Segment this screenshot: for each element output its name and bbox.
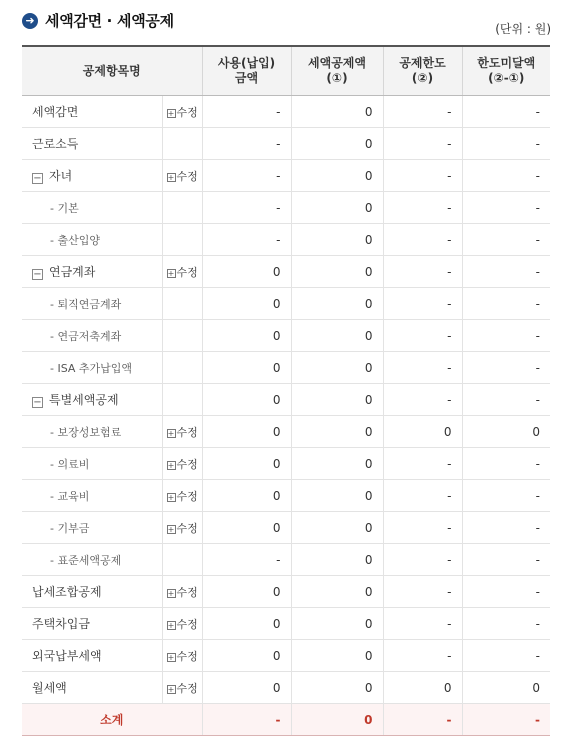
header-credit-amount bbox=[291, 46, 383, 96]
row-action-cell bbox=[162, 448, 202, 480]
limit-cell: - bbox=[383, 256, 462, 288]
row-label: - 표준세액공제 bbox=[50, 553, 122, 567]
row-label-cell bbox=[22, 672, 162, 704]
used-amount-cell: 0 bbox=[202, 512, 291, 544]
row-action-cell bbox=[162, 192, 202, 224]
row-action-cell bbox=[162, 608, 202, 640]
credit-amount-cell: 0 bbox=[291, 224, 383, 256]
row-label: - 퇴직연금계좌 bbox=[50, 297, 122, 311]
plus-box-icon: + bbox=[167, 268, 175, 278]
row-action-cell bbox=[162, 640, 202, 672]
edit-button[interactable] bbox=[167, 458, 198, 471]
limit-cell: 0 bbox=[383, 416, 462, 448]
edit-button[interactable] bbox=[167, 522, 198, 535]
row-action-cell bbox=[162, 576, 202, 608]
used-amount-cell: 0 bbox=[202, 608, 291, 640]
shortfall-cell: - bbox=[462, 576, 550, 608]
table-row bbox=[22, 512, 550, 544]
shortfall-cell: - bbox=[462, 352, 550, 384]
header-limit-line1: 공제한도 bbox=[399, 56, 446, 70]
credit-amount-cell: 0 bbox=[291, 576, 383, 608]
row-action-cell bbox=[162, 480, 202, 512]
row-action-cell bbox=[162, 256, 202, 288]
row-label-cell bbox=[22, 96, 162, 128]
row-label-cell bbox=[22, 320, 162, 352]
row-label: - ISA 추가납입액 bbox=[50, 361, 133, 375]
plus-box-icon: + bbox=[167, 172, 175, 182]
limit-cell: - bbox=[383, 352, 462, 384]
edit-button[interactable] bbox=[167, 650, 198, 663]
limit-cell: - bbox=[383, 608, 462, 640]
row-label: 특별세액공제 bbox=[49, 393, 119, 407]
row-label-cell bbox=[22, 384, 162, 416]
table-header-row bbox=[22, 46, 550, 96]
table-row bbox=[22, 96, 550, 128]
table-row bbox=[22, 544, 550, 576]
header-item: 공제항목명 bbox=[22, 46, 202, 96]
shortfall-cell: - bbox=[462, 608, 550, 640]
row-label-cell bbox=[22, 448, 162, 480]
header-shortfall bbox=[462, 46, 550, 96]
row-action-cell bbox=[162, 416, 202, 448]
row-action-cell bbox=[162, 320, 202, 352]
plus-box-icon: + bbox=[167, 620, 175, 630]
arrow-right-icon: ➜ bbox=[22, 13, 38, 29]
table-row bbox=[22, 672, 550, 704]
table-row bbox=[22, 352, 550, 384]
edit-label: 수정 bbox=[176, 681, 198, 695]
header-limit-line2: (②) bbox=[411, 71, 434, 85]
row-action-cell bbox=[162, 224, 202, 256]
table-row bbox=[22, 448, 550, 480]
used-amount-cell: - bbox=[202, 544, 291, 576]
edit-button[interactable] bbox=[167, 106, 198, 119]
credit-amount-cell: 0 bbox=[291, 448, 383, 480]
plus-box-icon: + bbox=[167, 524, 175, 534]
table-row bbox=[22, 160, 550, 192]
limit-cell: - bbox=[383, 128, 462, 160]
credit-amount-cell: 0 bbox=[291, 288, 383, 320]
row-action-cell bbox=[162, 544, 202, 576]
limit-cell: - bbox=[383, 544, 462, 576]
edit-button[interactable] bbox=[167, 170, 198, 183]
shortfall-cell: - bbox=[462, 192, 550, 224]
row-label: - 연금저축계좌 bbox=[50, 329, 122, 343]
edit-label: 수정 bbox=[176, 649, 198, 663]
shortfall-cell: - bbox=[462, 128, 550, 160]
row-label: 연금계좌 bbox=[49, 265, 96, 279]
row-label-cell bbox=[22, 512, 162, 544]
credit-amount-cell: 0 bbox=[291, 512, 383, 544]
edit-button[interactable] bbox=[167, 490, 198, 503]
row-label-cell bbox=[22, 480, 162, 512]
total-limit: - bbox=[383, 704, 462, 736]
row-label: - 보장성보험료 bbox=[50, 425, 122, 439]
used-amount-cell: - bbox=[202, 96, 291, 128]
used-amount-cell: 0 bbox=[202, 384, 291, 416]
plus-box-icon: + bbox=[167, 428, 175, 438]
used-amount-cell: - bbox=[202, 192, 291, 224]
table-row bbox=[22, 416, 550, 448]
credit-amount-cell: 0 bbox=[291, 320, 383, 352]
shortfall-cell: - bbox=[462, 384, 550, 416]
header-used-amount bbox=[202, 46, 291, 96]
limit-cell: - bbox=[383, 160, 462, 192]
total-credit: 0 bbox=[291, 704, 383, 736]
limit-cell: - bbox=[383, 320, 462, 352]
table-row bbox=[22, 576, 550, 608]
table-row bbox=[22, 384, 550, 416]
header-shortfall-line2: (②-①) bbox=[488, 71, 525, 85]
plus-box-icon: + bbox=[167, 652, 175, 662]
credit-amount-cell: 0 bbox=[291, 128, 383, 160]
credit-amount-cell: 0 bbox=[291, 672, 383, 704]
shortfall-cell: - bbox=[462, 256, 550, 288]
section-title bbox=[22, 10, 174, 31]
table-row bbox=[22, 480, 550, 512]
shortfall-cell: - bbox=[462, 640, 550, 672]
credit-amount-cell: 0 bbox=[291, 256, 383, 288]
header-used-line1: 사용(납입) bbox=[217, 56, 276, 70]
shortfall-cell: - bbox=[462, 480, 550, 512]
table-row bbox=[22, 640, 550, 672]
table-row bbox=[22, 224, 550, 256]
row-label-cell bbox=[22, 224, 162, 256]
credit-amount-cell: 0 bbox=[291, 608, 383, 640]
header-credit-line2: (①) bbox=[326, 71, 348, 85]
edit-button[interactable] bbox=[167, 586, 198, 599]
collapse-toggle-icon[interactable]: − bbox=[33, 173, 42, 184]
edit-button[interactable] bbox=[167, 266, 198, 279]
table-row bbox=[22, 128, 550, 160]
limit-cell: - bbox=[383, 96, 462, 128]
used-amount-cell: 0 bbox=[202, 576, 291, 608]
used-amount-cell: 0 bbox=[202, 672, 291, 704]
limit-cell: - bbox=[383, 192, 462, 224]
edit-label: 수정 bbox=[176, 169, 198, 183]
row-label: - 기본 bbox=[50, 201, 79, 215]
total-label: 소계 bbox=[22, 704, 202, 736]
plus-box-icon: + bbox=[167, 588, 175, 598]
shortfall-cell: 0 bbox=[462, 672, 550, 704]
limit-cell: - bbox=[383, 384, 462, 416]
used-amount-cell: - bbox=[202, 128, 291, 160]
limit-cell: - bbox=[383, 512, 462, 544]
row-label-cell bbox=[22, 640, 162, 672]
limit-cell: - bbox=[383, 448, 462, 480]
credit-amount-cell: 0 bbox=[291, 384, 383, 416]
row-label: 월세액 bbox=[32, 681, 67, 695]
row-label-cell bbox=[22, 608, 162, 640]
credit-amount-cell: 0 bbox=[291, 352, 383, 384]
shortfall-cell: - bbox=[462, 288, 550, 320]
credit-amount-cell: 0 bbox=[291, 640, 383, 672]
row-label-cell bbox=[22, 544, 162, 576]
unit-label: (단위 : 원) bbox=[495, 22, 551, 36]
edit-label: 수정 bbox=[176, 585, 198, 599]
row-label: 주택차입금 bbox=[32, 617, 90, 631]
row-label-cell bbox=[22, 352, 162, 384]
edit-label: 수정 bbox=[176, 265, 198, 279]
table-row bbox=[22, 288, 550, 320]
row-action-cell bbox=[162, 512, 202, 544]
edit-label: 수정 bbox=[176, 521, 198, 535]
credit-amount-cell: 0 bbox=[291, 192, 383, 224]
row-action-cell bbox=[162, 288, 202, 320]
row-label: 세액감면 bbox=[32, 105, 79, 119]
row-label-cell bbox=[22, 256, 162, 288]
credit-amount-cell: 0 bbox=[291, 416, 383, 448]
total-used: - bbox=[202, 704, 291, 736]
used-amount-cell: 0 bbox=[202, 352, 291, 384]
collapse-toggle-icon[interactable]: − bbox=[33, 397, 42, 408]
edit-button[interactable] bbox=[167, 426, 198, 439]
used-amount-cell: 0 bbox=[202, 480, 291, 512]
credit-amount-cell: 0 bbox=[291, 480, 383, 512]
table-row bbox=[22, 256, 550, 288]
limit-cell: - bbox=[383, 224, 462, 256]
used-amount-cell: - bbox=[202, 224, 291, 256]
row-action-cell bbox=[162, 352, 202, 384]
header-used-line2: 금액 bbox=[234, 71, 259, 85]
total-shortfall: - bbox=[462, 704, 550, 736]
row-label-cell bbox=[22, 288, 162, 320]
credit-amount-cell: 0 bbox=[291, 96, 383, 128]
edit-label: 수정 bbox=[176, 105, 198, 119]
plus-box-icon: + bbox=[167, 108, 175, 118]
row-label-cell bbox=[22, 576, 162, 608]
row-action-cell bbox=[162, 96, 202, 128]
edit-label: 수정 bbox=[176, 457, 198, 471]
row-label: 외국납부세액 bbox=[32, 649, 102, 663]
shortfall-cell: - bbox=[462, 224, 550, 256]
total-row bbox=[22, 704, 550, 736]
table-body bbox=[22, 96, 550, 736]
row-action-cell bbox=[162, 128, 202, 160]
plus-box-icon: + bbox=[167, 492, 175, 502]
row-label: - 교육비 bbox=[50, 489, 90, 503]
tax-credit-table bbox=[22, 45, 550, 736]
row-label: 자녀 bbox=[49, 169, 73, 183]
limit-cell: - bbox=[383, 480, 462, 512]
row-label: - 기부금 bbox=[50, 521, 90, 535]
used-amount-cell: - bbox=[202, 160, 291, 192]
plus-box-icon: + bbox=[167, 684, 175, 694]
header-credit-line1: 세액공제액 bbox=[308, 56, 366, 70]
credit-amount-cell: 0 bbox=[291, 160, 383, 192]
limit-cell: 0 bbox=[383, 672, 462, 704]
edit-button[interactable] bbox=[167, 682, 198, 695]
row-label-cell bbox=[22, 128, 162, 160]
used-amount-cell: 0 bbox=[202, 448, 291, 480]
table-row bbox=[22, 608, 550, 640]
row-label: - 출산입양 bbox=[50, 233, 100, 247]
row-action-cell bbox=[162, 384, 202, 416]
shortfall-cell: - bbox=[462, 544, 550, 576]
row-label-cell bbox=[22, 416, 162, 448]
shortfall-cell: - bbox=[462, 160, 550, 192]
used-amount-cell: 0 bbox=[202, 256, 291, 288]
row-label: 근로소득 bbox=[32, 137, 79, 151]
credit-amount-cell: 0 bbox=[291, 544, 383, 576]
row-label: 납세조합공제 bbox=[32, 585, 102, 599]
row-action-cell bbox=[162, 160, 202, 192]
edit-label: 수정 bbox=[176, 617, 198, 631]
limit-cell: - bbox=[383, 576, 462, 608]
plus-box-icon: + bbox=[167, 460, 175, 470]
table-row bbox=[22, 192, 550, 224]
limit-cell: - bbox=[383, 640, 462, 672]
used-amount-cell: 0 bbox=[202, 416, 291, 448]
edit-button[interactable] bbox=[167, 618, 198, 631]
used-amount-cell: 0 bbox=[202, 320, 291, 352]
row-label-cell bbox=[22, 160, 162, 192]
table-row bbox=[22, 320, 550, 352]
shortfall-cell: - bbox=[462, 448, 550, 480]
shortfall-cell: - bbox=[462, 320, 550, 352]
shortfall-cell: 0 bbox=[462, 416, 550, 448]
shortfall-cell: - bbox=[462, 512, 550, 544]
used-amount-cell: 0 bbox=[202, 288, 291, 320]
used-amount-cell: 0 bbox=[202, 640, 291, 672]
row-label-cell bbox=[22, 192, 162, 224]
row-action-cell bbox=[162, 672, 202, 704]
limit-cell: - bbox=[383, 288, 462, 320]
shortfall-cell: - bbox=[462, 96, 550, 128]
collapse-toggle-icon[interactable]: − bbox=[33, 269, 42, 280]
edit-label: 수정 bbox=[176, 425, 198, 439]
header-limit bbox=[383, 46, 462, 96]
page-title: 세액감면 · 세액공제 bbox=[45, 12, 174, 30]
header-shortfall-line1: 한도미달액 bbox=[477, 56, 536, 70]
row-label: - 의료비 bbox=[50, 457, 90, 471]
edit-label: 수정 bbox=[176, 489, 198, 503]
